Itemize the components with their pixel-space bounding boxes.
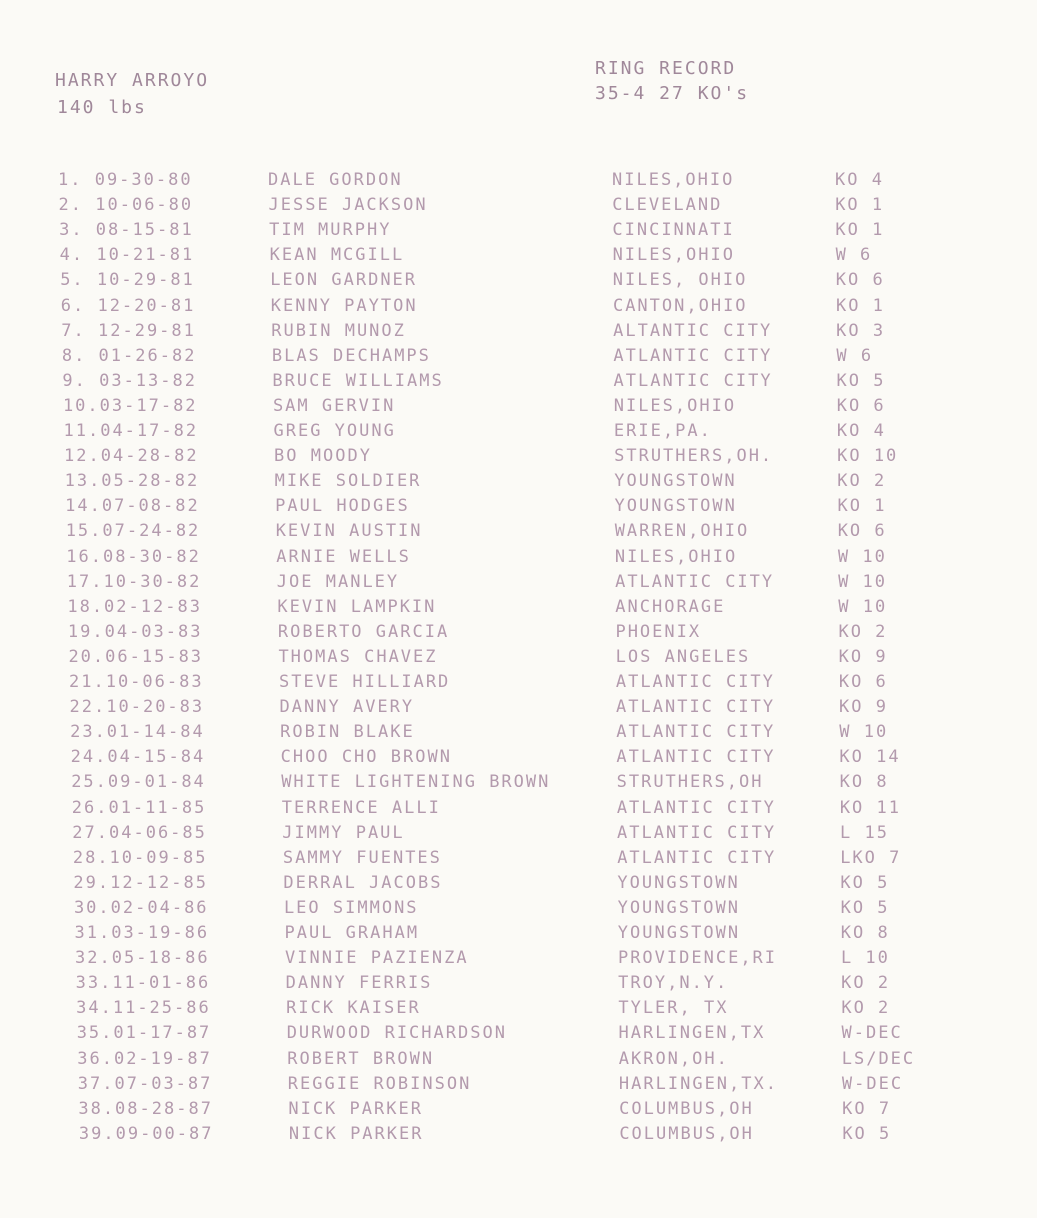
fight-result: KO 4 <box>836 421 886 441</box>
fight-result: KO 5 <box>840 897 890 918</box>
fight-number-date: 16.08-30-82 <box>66 546 201 567</box>
opponent-name: DALE GORDON <box>268 170 403 190</box>
fight-number-date: 39.09-00-87 <box>78 1123 214 1144</box>
fight-row <box>0 471 1037 491</box>
opponent-name: KEVIN AUSTIN <box>275 521 423 542</box>
opponent-name: NICK PARKER <box>288 1123 424 1144</box>
fight-number-date: 19.04-03-83 <box>67 621 203 642</box>
fight-row <box>0 622 1037 642</box>
fighter-name: HARRY ARROYO <box>55 70 210 91</box>
fight-result: KO 1 <box>835 295 885 316</box>
fight-row <box>0 1023 1037 1043</box>
fight-result: KO 9 <box>838 646 888 667</box>
opponent-name: TERRENCE ALLI <box>281 797 441 818</box>
fight-result: KO 6 <box>836 395 886 416</box>
fight-location: TROY,N.Y. <box>618 973 729 994</box>
opponent-name: BLAS DECHAMPS <box>271 345 431 366</box>
opponent-name: BO MOODY <box>274 446 372 467</box>
fight-number-date: 17.10-30-82 <box>66 571 202 592</box>
fight-location: ATLANTIC CITY <box>615 672 775 692</box>
fight-result: W 10 <box>839 722 889 743</box>
fight-location: NILES, OHIO <box>612 270 748 291</box>
fight-result: W-DEC <box>841 1023 903 1044</box>
fight-location: NILES,OHIO <box>612 245 735 266</box>
fight-row <box>0 421 1037 441</box>
fight-row <box>0 647 1037 667</box>
opponent-name: KENNY PAYTON <box>270 295 418 316</box>
fight-number-date: 14.07-08-82 <box>65 496 200 517</box>
fight-location: ATLANTIC CITY <box>616 797 776 818</box>
fight-number-date: 37.07-03-87 <box>77 1073 213 1094</box>
fight-location: CANTON,OHIO <box>612 295 748 316</box>
fight-result: KO 8 <box>840 923 890 943</box>
fight-location: WARREN,OHIO <box>614 521 750 542</box>
opponent-name: TIM MURPHY <box>269 220 392 241</box>
fight-row <box>0 1124 1037 1144</box>
fight-location: NILES,OHIO <box>613 395 737 416</box>
fight-row <box>0 973 1037 993</box>
opponent-name: ROBERTO GARCIA <box>277 621 450 642</box>
opponent-name: RUBIN MUNOZ <box>271 320 406 341</box>
fight-result: KO 1 <box>837 496 887 517</box>
opponent-name: GREG YOUNG <box>273 421 396 441</box>
fight-number-date: 1. 09-30-80 <box>58 170 193 190</box>
fight-result: KO 5 <box>836 370 886 391</box>
fight-location: NILES,OHIO <box>614 546 738 567</box>
fight-location: AKRON,OH. <box>618 1048 729 1069</box>
fight-row <box>0 1049 1037 1069</box>
fight-location: COLUMBUS,OH <box>619 1098 754 1119</box>
opponent-name: SAM GERVIN <box>272 395 396 416</box>
fight-row <box>0 948 1037 968</box>
fight-result: KO 14 <box>839 747 901 768</box>
opponent-name: PAUL HODGES <box>275 496 410 517</box>
fight-row <box>0 873 1037 893</box>
fight-row <box>0 672 1037 692</box>
fight-number-date: 3. 08-15-81 <box>59 220 194 241</box>
fight-location: CINCINNATI <box>612 220 735 241</box>
opponent-name: DURWOOD RICHARDSON <box>286 1023 507 1044</box>
ring-record-heading: RING RECORD <box>595 58 737 79</box>
fight-number-date: 9. 03-13-82 <box>62 370 197 391</box>
fight-number-date: 11.04-17-82 <box>63 421 199 441</box>
opponent-name: DANNY FERRIS <box>285 973 433 994</box>
fight-location: COLUMBUS,OH <box>619 1123 754 1144</box>
fight-result: KO 4 <box>835 170 884 190</box>
ring-record-summary: 35-4 27 KO's <box>595 83 750 104</box>
fight-row <box>0 321 1037 341</box>
fight-result: W 6 <box>836 345 874 366</box>
fight-row <box>0 798 1037 818</box>
fight-row <box>0 547 1037 567</box>
fight-row <box>0 747 1037 767</box>
opponent-name: BRUCE WILLIAMS <box>272 370 444 391</box>
fight-number-date: 4. 10-21-81 <box>59 245 195 266</box>
fight-result: KO 6 <box>837 521 887 542</box>
fight-location: ANCHORAGE <box>615 596 726 617</box>
fight-row <box>0 697 1037 717</box>
opponent-name: VINNIE PAZIENZA <box>285 948 469 969</box>
fight-row <box>0 722 1037 742</box>
fight-result: W-DEC <box>841 1073 904 1094</box>
opponent-name: NICK PARKER <box>288 1098 423 1119</box>
fight-result: KO 9 <box>839 697 888 718</box>
fight-number-date: 7. 12-29-81 <box>61 320 196 341</box>
fight-location: YOUNGSTOWN <box>614 496 737 517</box>
opponent-name: CHOO CHO BROWN <box>280 747 452 768</box>
opponent-name: MIKE SOLDIER <box>274 471 422 492</box>
fight-row <box>0 195 1037 215</box>
fight-result: W 10 <box>838 596 888 617</box>
fight-location: YOUNGSTOWN <box>617 872 740 893</box>
fight-row <box>0 772 1037 792</box>
fight-number-date: 29.12-12-85 <box>73 872 208 893</box>
fight-result: KO 1 <box>835 220 885 241</box>
fight-row <box>0 396 1037 416</box>
fight-number-date: 22.10-20-83 <box>69 697 205 718</box>
fight-result: KO 3 <box>836 320 886 341</box>
fight-result: KO 6 <box>835 270 885 291</box>
opponent-name: PAUL GRAHAM <box>284 923 420 943</box>
fight-number-date: 6. 12-20-81 <box>60 295 196 316</box>
fight-result: KO 1 <box>835 195 885 216</box>
fight-row <box>0 245 1037 265</box>
fight-location: ATLANTIC CITY <box>613 345 773 366</box>
fight-number-date: 34.11-25-86 <box>76 998 211 1019</box>
fight-row <box>0 521 1037 541</box>
opponent-name: JOE MANLEY <box>276 571 400 592</box>
fight-number-date: 20.06-15-83 <box>68 646 204 667</box>
opponent-name: STEVE HILLIARD <box>279 672 451 692</box>
fight-row <box>0 848 1037 868</box>
fight-location: ATLANTIC CITY <box>616 722 776 743</box>
opponent-name: ROBIN BLAKE <box>280 722 415 743</box>
fight-number-date: 23.01-14-84 <box>70 722 205 743</box>
fight-row <box>0 1099 1037 1119</box>
fight-result: KO 10 <box>837 446 899 467</box>
fight-location: CLEVELAND <box>612 195 723 216</box>
fight-location: YOUNGSTOWN <box>614 471 737 492</box>
fight-location: PROVIDENCE,RI <box>617 948 778 969</box>
fight-number-date: 24.04-15-84 <box>70 747 206 768</box>
fight-number-date: 15.07-24-82 <box>65 521 201 542</box>
fight-number-date: 33.11-01-86 <box>75 973 211 994</box>
fight-result: W 10 <box>837 546 887 567</box>
fight-row <box>0 823 1037 843</box>
fight-result: LS/DEC <box>841 1048 916 1069</box>
opponent-name: KEVIN LAMPKIN <box>277 596 437 617</box>
fight-number-date: 35.01-17-87 <box>76 1023 212 1044</box>
fight-row <box>0 346 1037 366</box>
fight-location: YOUNGSTOWN <box>617 897 740 918</box>
fight-number-date: 27.04-06-85 <box>72 822 207 843</box>
fight-number-date: 21.10-06-83 <box>69 672 204 692</box>
opponent-name: LEO SIMMONS <box>283 897 419 918</box>
fight-result: LKO 7 <box>840 847 902 868</box>
fight-result: KO 5 <box>842 1123 892 1144</box>
fight-location: HARLINGEN,TX <box>618 1023 766 1044</box>
opponent-name: ARNIE WELLS <box>276 546 411 567</box>
fight-result: KO 5 <box>840 872 890 893</box>
opponent-name: RICK KAISER <box>286 998 421 1019</box>
fight-result: L 15 <box>840 822 889 843</box>
fight-location: NILES,OHIO <box>612 170 735 190</box>
fight-location: ALTANTIC CITY <box>613 320 773 341</box>
opponent-name: SAMMY FUENTES <box>282 847 442 868</box>
fight-location: YOUNGSTOWN <box>617 923 741 943</box>
fight-row <box>0 923 1037 943</box>
opponent-name: LEON GARDNER <box>270 270 418 291</box>
opponent-name: DANNY AVERY <box>279 697 415 718</box>
fight-location: PHOENIX <box>615 621 702 642</box>
fight-number-date: 25.09-01-84 <box>71 772 206 793</box>
fight-number-date: 28.10-09-85 <box>72 847 208 868</box>
fight-number-date: 13.05-28-82 <box>64 471 200 492</box>
fight-number-date: 10.03-17-82 <box>62 395 198 416</box>
opponent-name: WHITE LIGHTENING BROWN <box>281 772 551 793</box>
fight-location: HARLINGEN,TX. <box>618 1073 778 1094</box>
fight-row <box>0 270 1037 290</box>
fight-row <box>0 446 1037 466</box>
fight-number-date: 38.08-28-87 <box>78 1098 213 1119</box>
fight-row <box>0 371 1037 391</box>
fight-result: L 10 <box>840 948 890 969</box>
fighter-weight: 140 lbs <box>57 97 147 118</box>
fight-location: LOS ANGELES <box>615 646 751 667</box>
fight-row <box>0 597 1037 617</box>
fight-number-date: 18.02-12-83 <box>67 596 202 617</box>
fight-result: KO 2 <box>841 973 891 994</box>
opponent-name: JESSE JACKSON <box>268 195 428 216</box>
fight-result: KO 11 <box>839 797 901 818</box>
fight-location: ATLANTIC CITY <box>615 571 775 592</box>
fight-number-date: 31.03-19-86 <box>74 923 210 943</box>
fight-location: STRUTHERS,OH <box>616 772 764 793</box>
fight-result: KO 2 <box>841 998 891 1019</box>
fight-location: ATLANTIC CITY <box>616 747 776 768</box>
opponent-name: DERRAL JACOBS <box>283 872 443 893</box>
fight-location: ATLANTIC CITY <box>613 370 773 391</box>
fight-row <box>0 220 1037 240</box>
fight-number-date: 12.04-28-82 <box>64 446 199 467</box>
fight-row <box>0 496 1037 516</box>
fight-row <box>0 998 1037 1018</box>
fight-location: ERIE,PA. <box>613 421 712 441</box>
fight-row <box>0 898 1037 918</box>
fight-row <box>0 1074 1037 1094</box>
fight-number-date: 8. 01-26-82 <box>61 345 197 366</box>
fight-number-date: 32.05-18-86 <box>75 948 210 969</box>
fight-number-date: 5. 10-29-81 <box>60 270 195 291</box>
fight-result: KO 7 <box>842 1098 892 1119</box>
fight-row <box>0 296 1037 316</box>
opponent-name: KEAN MCGILL <box>269 245 405 266</box>
fight-row <box>0 572 1037 592</box>
fight-result: W 6 <box>835 245 873 266</box>
fight-result: KO 2 <box>838 621 888 642</box>
fight-number-date: 2. 10-06-80 <box>58 195 194 216</box>
opponent-name: JIMMY PAUL <box>282 822 405 843</box>
fight-location: ATLANTIC CITY <box>617 847 777 868</box>
fight-number-date: 36.02-19-87 <box>77 1048 212 1069</box>
fight-location: TYLER, TX <box>618 998 729 1019</box>
fight-row <box>0 170 1037 190</box>
fight-number-date: 26.01-11-85 <box>71 797 207 818</box>
fight-result: KO 8 <box>839 772 889 793</box>
fight-number-date: 30.02-04-86 <box>73 897 209 918</box>
fight-location: ATLANTIC CITY <box>617 822 777 843</box>
fight-location: ATLANTIC CITY <box>616 697 776 718</box>
opponent-name: THOMAS CHAVEZ <box>278 646 438 667</box>
fight-result: KO 6 <box>838 672 888 692</box>
fight-result: KO 2 <box>837 471 887 492</box>
fight-result: W 10 <box>838 571 888 592</box>
opponent-name: ROBERT BROWN <box>287 1048 435 1069</box>
opponent-name: REGGIE ROBINSON <box>287 1073 472 1094</box>
fight-location: STRUTHERS,OH. <box>614 446 774 467</box>
